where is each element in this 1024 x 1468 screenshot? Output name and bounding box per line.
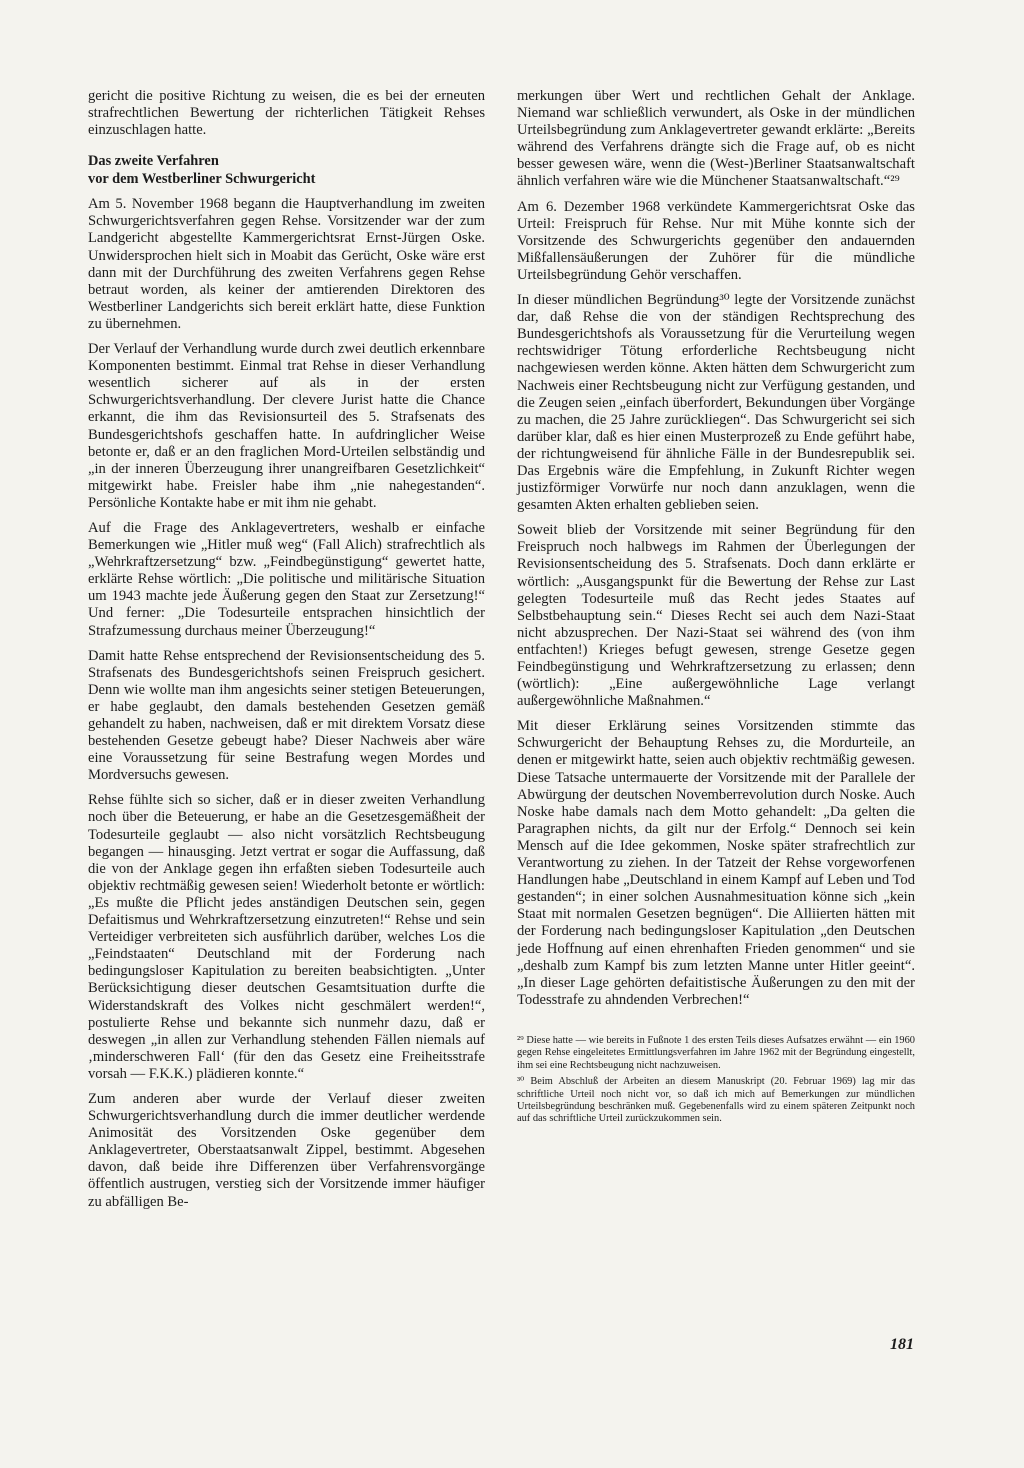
- left-intro-paragraph: gericht die positive Richtung zu weisen, die es bei der erneuten strafrechtlichen Bewertung der richterlichen Tätigkeit Rehses einzuschlagen hatte.: [88, 88, 485, 139]
- footnote-30: ³⁰ Beim Abschluß der Arbeiten an diesem Manuskript (20. Februar 1969) lag mir das schriftliche Urteil noch nicht vor, so daß ich mich auf Bemerkungen zur mündlichen Urteilsbegründung beschränken muß. Gegebenenfalls wird zu einem späteren Zeitpunkt noch auf das schriftliche Urteil zurückzukommen sein.: [517, 1076, 915, 1125]
- left-column: [88, 88, 485, 1219]
- right-paragraph-3: Soweit blieb der Vorsitzende mit seiner Begründung für den Freispruch noch halbwegs im Rahmen der Überlegungen der Revisionsentscheidung des 5. Strafsenats. Doch dann erklärte er wörtlich: „Ausgangspunkt für die Bewertung der Rehse zur Last gelegten Todesurteile muß das Recht jedes Staates auf Selbstbehauptung sein.“ Dieses Recht sei auch dem Nazi-Staat nicht abzusprechen. Der Nazi-Staat sei während des (von ihm entfachten!) Krieges befugt gewesen, strenge Gesetze gegen Feindbegünstigung und Wehrkraftzersetzung zu erlassen; denn (wörtlich): „Eine außergewöhnliche Lage verlangt außergewöhnliche Maßnahmen.“: [517, 522, 915, 710]
- right-continuation-paragraph: merkungen über Wert und rechtlichen Gehalt der Anklage. Niemand war schließlich verwundert, als Oske in der mündlichen Urteilsbegründung zum Anklagevertreter gewandt erklärte: „Bereits während des Verfahrens drängte sich die Frage auf, ob es nicht besser gewesen wäre, wenn die (West-)Berliner Staatsanwaltschaft ähnlich verfahren wäre wie die Münchener Staatsanwaltschaft.“²⁹: [517, 88, 915, 190]
- section-heading-line-2: vor dem Westberliner Schwurgericht: [88, 170, 316, 187]
- right-paragraph-2: In dieser mündlichen Begründung³⁰ legte der Vorsitzende zunächst dar, daß Rehse die von der ständigen Rechtsprechung des Bundesgerichtshofs als Voraussetzung für die Verurteilung wegen rechtswidriger Tötung erforderliche Rechtsbeugung nicht nachgewiesen werden könne. Akten hätten dem Schwurgericht zum Nachweis einer Rechtsbeugung nicht zur Verfügung gestanden, und die Zeugen seien „einfach überfordert, Bekundungen über Vorgänge zu machen, die 25 Jahre zurückliegen“. Das Schwurgericht sei sich darüber klar, daß es hier einen Musterprozeß zu Ende geführt habe, der richtungweisend für ähnliche Fälle in der Bundesrepublik sei. Das Ergebnis wäre die Empfehlung, in Zukunft Richter wegen justizförmiger Vorwürfe nur noch dann anzuklagen, wenn die gesamten Akten erhalten geblieben seien.: [517, 292, 915, 514]
- footnote-29: ²⁹ Diese hatte — wie bereits in Fußnote 1 des ersten Teils dieses Aufsatzes erwähnt — ein 1960 gegen Rehse eingeleitetes Ermittlungsverfahren im Jahre 1962 mit der Begründung eingestellt, ihm sei eine Rechtsbeugung nicht nachzuweisen.: [517, 1034, 915, 1071]
- left-paragraph-2: Der Verlauf der Verhandlung wurde durch zwei deutlich erkennbare Komponenten bestimmt. Einmal trat Rehse in dieser Verhandlung wesentlich sicherer auf als in der ersten Schwurgerichtsverhandlung. Der clevere Jurist hatte die Chance erkannt, die ihm das Revisionsurteil des 5. Strafsenats des Bundesgerichtshofs geschaffen hatte. In aufdringlicher Weise betonte er, daß er an den fraglichen Mord-Urteilen selbständig und „in der inneren Überzeugung ihrer unangreifbaren Gesetzlichkeit“ mitgewirkt habe. Freisler habe ihm „nie nahegestanden“. Persönliche Kontakte habe er mit ihm nie gehabt.: [88, 341, 485, 511]
- left-paragraph-6: Zum anderen aber wurde der Verlauf dieser zweiten Schwurgerichtsverhandlung durch die immer deutlicher werdende Animosität des Vorsitzenden Oske gegenüber dem Anklagevertreter, Oberstaatsanwalt Zippel, bestimmt. Abgesehen davon, daß beide ihre Differenzen über Verfahrensvorgänge öffentlich austrugen, verstieg sich der Vorsitzende immer häufiger zu abfälligen Be-: [88, 1090, 485, 1210]
- right-column: [517, 88, 915, 1130]
- section-heading: [88, 153, 485, 188]
- page-number: 181: [890, 1336, 914, 1353]
- left-paragraph-5: Rehse fühlte sich so sicher, daß er in dieser zweiten Verhandlung noch über die Beteuerung, er habe an die Gesetzesgemäßheit der Todesurteile geglaubt — also nicht vorsätzlich Rechtsbeugung begangen — hinausging. Jetzt vertrat er sogar die Auffassung, daß die von der Anklage gegen ihn erfaßten sieben Todesurteile auch objektiv rechtmäßig gewesen seien! Wiederholt betonte er wörtlich: „Es mußte die Pflicht jedes anständigen Deutschen sein, gegen Defaitismus und Wehrkraftzersetzung einzutreten!“ Rehse und sein Verteidiger verbreiteten sich ausführlich darüber, welches Los die „Feindstaaten“ Deutschland mit der Forderung nach bedingungsloser Kapitulation zu bereiten beabsichtigten. „Unter Berücksichtigung dieser deutschen Gesamtsituation durfte die Widerstandskraft des Volkes nicht geschmälert werden!“, postulierte Rehse und bekannte sich nunmehr dazu, daß er deswegen „in allen zur Verhandlung stehenden Fällen niemals auf ‚minderschweren Fall‘ (für den das Gesetz eine Freiheitsstrafe vorsah — F.K.K.) plädieren konnte.“: [88, 792, 485, 1082]
- left-paragraph-4: Damit hatte Rehse entsprechend der Revisionsentscheidung des 5. Strafsenats des Bundesgerichtshofs seinen Freispruch gesichert. Denn wie wollte man ihm angesichts seiner stetigen Beteuerungen, er habe geglaubt, den damals bestehenden Gesetzen gemäß gehandelt zu haben, nachweisen, daß er mit direktem Vorsatz diese bestehenden Gesetze gebeugt habe? Dieser Nachweis aber wäre eine Voraussetzung für seine Bestrafung wegen Mordes und Mordversuchs gewesen.: [88, 647, 485, 784]
- left-paragraph-1: Am 5. November 1968 begann die Hauptverhandlung im zweiten Schwurgerichtsverfahren gegen Rehse. Vorsitzender war der zum Landgericht abgestellte Kammergerichtsrat Ernst-Jürgen Oske. Unwidersprochen hielt sich in Moabit das Gerücht, Oske wäre erst dann mit der Durchführung des zweiten Verfahrens gegen Rehse betraut worden, als keiner der amtierenden Direktoren des Westberliner Landgerichts sich bereit erklärt hatte, diese Funktion zu übernehmen.: [88, 196, 485, 332]
- section-heading-line-1: Das zweite Verfahren: [88, 153, 219, 170]
- right-paragraph-1: Am 6. Dezember 1968 verkündete Kammergerichtsrat Oske das Urteil: Freispruch für Rehse. Nur mit Mühe konnte sich der Vorsitzende des Schwurgerichts gegenüber den andauernden Mißfallensäußerungen der Zuhörer für die mündliche Urteilsbegründung Gehör verschaffen.: [517, 198, 915, 283]
- left-paragraph-3: Auf die Frage des Anklagevertreters, weshalb er einfache Bemerkungen wie „Hitler muß weg“ (Fall Alich) strafrechtlich als „Wehrkraftzersetzung“ bzw. „Feindbegünstigung“ gewertet hatte, erklärte Rehse wörtlich: „Die politische und militärische Situation um 1943 machte jede Äußerung gegen den Staat zur Zersetzung!“ Und ferner: „Die Todesurteile entsprachen hinsichtlich der Strafzumessung durchaus meiner Überzeugung!“: [88, 519, 485, 639]
- footnotes: [517, 1035, 915, 1126]
- right-paragraph-4: Mit dieser Erklärung seines Vorsitzenden stimmte das Schwurgericht der Behauptung Rehses zu, die Mordurteile, an denen er mitgewirkt hatte, seien auch objektiv rechtmäßig gewesen. Diese Tatsache untermauerte der Vorsitzende mit der Parallele der Abwürgung der deutschen Novemberrevolution durch Noske. Auch Noske habe damals nach dem Motto gehandelt: „Da gelten die Paragraphen nichts, da gilt nur der Erfolg.“ Dennoch sei kein Mensch auf die Idee gekommen, Noske später strafrechtlich zur Verantwortung zu ziehen. In der Tatzeit der Rehse vorgeworfenen Handlungen habe „Deutschland in einem Kampf auf Leben und Tod gestanden“; in einer solchen Ausnahmesituation könne sich „kein Staat mit normalen Gesetzen begnügen“. Die Alliierten hätten mit der Forderung nach bedingungsloser Kapitulation „den Deutschen jede Hoffnung auf einen ehrenhaften Frieden genommen“ und sie „deshalb zum Kampf bis zum letzten Manne unter Hitler geeint“. „In dieser Lage gehörten defaitistische Äußerungen zu den mit der Todesstrafe zu ahndenden Verbrechen!“: [517, 718, 915, 1008]
